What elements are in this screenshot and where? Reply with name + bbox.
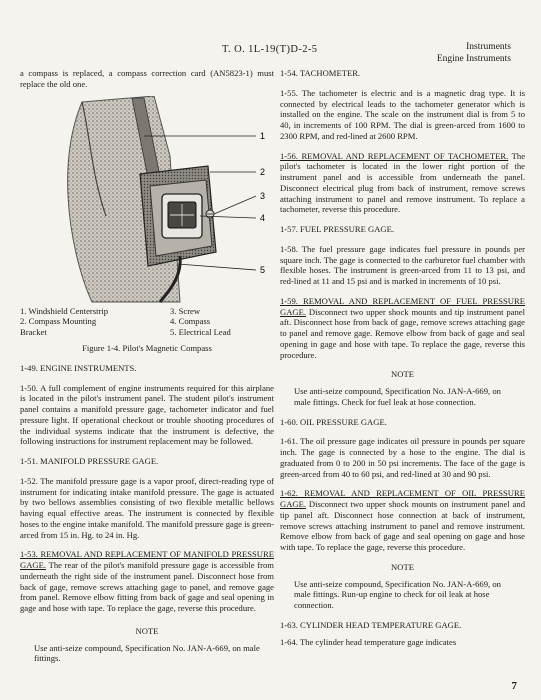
note-title: NOTE xyxy=(135,625,159,636)
body-1-53: The rear of the pilot's manifold pressure gage is accessible from underneath the right side of the instrument panel. Disconnect hose from back of gage, remove screws attaching gage to panel, and remove gage from panel. Remove elbow fitting from back of gage and seal opening in gage and hose with tape. To replace the gage, reverse this procedure. xyxy=(20,560,274,613)
left-column xyxy=(20,68,274,664)
figure-caption: Figure 1-4. Pilot's Magnetic Compass xyxy=(82,343,212,353)
heading-1-53: 1-53. REMOVAL AND REPLACEMENT OF MANIFOLD PRESSURE GAGE. xyxy=(20,549,274,570)
note-body: Use anti-seize compound, Specification No. JAN-A-669, on male fittings. Run-up engine to check for oil leak at hose connection. xyxy=(294,578,501,610)
compass-illustration xyxy=(20,96,274,304)
paragraph-1-56 xyxy=(280,151,525,216)
tech-order-number: T. O. 1L-19(T)D-2-5 xyxy=(222,44,318,55)
paragraph-1-62 xyxy=(280,488,525,553)
paragraph-1-53 xyxy=(20,549,274,614)
paragraph-1-59 xyxy=(280,296,525,361)
section-header xyxy=(437,42,511,65)
body-1-59: Disconnect two upper shock mounts and tip instrument panel aft. Disconnect hose from back of gage, remove screws attaching gage to panel and remove gage. Remove elbow from back of gage and seal opening in gage and hose with tape. To replace the gage, reverse this procedure. xyxy=(280,306,525,360)
body-1-62: Disconnect two upper shock mounts on instrument panel and tip panel aft. Disconnect hose connection at back of instrument, remove screws attaching instrument to panel and remove instrument. Remove elbow from back of gage and seal opening on gage and hose with tape. To replace the gage, reverse this procedure. xyxy=(280,499,525,552)
heading-1-62: 1-62. REMOVAL AND REPLACEMENT OF OIL PRESSURE GAGE. xyxy=(280,488,525,509)
callout-2: 2 xyxy=(260,166,266,177)
note-title: NOTE xyxy=(391,561,414,572)
body-1-56: The pilot's tachometer is located in the lower right portion of the instrument panel and is accessible from underneath the panel. Disconnect electrical plug from back of instrument, remove screws attaching instrument to panel and remove instrument. To replace a tachometer, reverse this procedure. xyxy=(280,150,526,215)
note-body: Use anti-seize compound, Specification No. JAN-A-669, on male fittings. Check for fuel leak at hose connection. xyxy=(294,386,501,407)
callout-3: 3 xyxy=(260,190,266,201)
heading-1-54: 1-54. TACHOMETER. xyxy=(280,68,361,78)
paragraph-1-58: 1-58. The fuel pressure gage indicates fuel pressure in pounds per square inch. The gage is connected to the carburetor fuel chamber with flexible hoses. The instrument is green-arced from 11 to 13 psi, and red-lined at 11 and 15 psi and is marked in increments of 10 psi. xyxy=(280,243,525,286)
intro-paragraph: a compass is replaced, a compass correction card (AN5823-1) must replace the old one. xyxy=(20,68,274,89)
legend-item: 3. Screw xyxy=(170,305,201,316)
legend-item: 2. Compass Mounting xyxy=(20,316,97,326)
legend-item: 4. Compass xyxy=(170,316,211,326)
section-title: Instruments xyxy=(466,42,511,52)
paragraph-1-61: 1-61. The oil pressure gage indicates oil pressure in pounds per square inch. The gage is connected by a hose to the engine. The dial is graduated from 0 to 200 in 50 psi increments. The face of the gage is green-arced from 40 to 60 psi, and red-lined at 30 and 90 psi. xyxy=(280,436,525,479)
compass-figure xyxy=(20,96,274,304)
paragraph-1-52: 1-52. The manifold pressure gage is a vapor proof, direct-reading type of instrument for indicating intake manifold pressure. The gage is actuated by two bellows assemblies consisting of two flexible metallic bellows having equal effective areas. The instrument is connected by flexible hoses to the engine intake manifold. The manifold pressure gage is green-arced from 15 in. Hg. to 24 in. Hg. xyxy=(20,475,274,540)
heading-1-57: 1-57. FUEL PRESSURE GAGE. xyxy=(280,224,395,234)
paragraph-1-55: 1-55. The tachometer is electric and is a magnetic drag type. It is connected by electrical leads to the tachometer generator which is installed on the engine. The scale on the instrument dial is from 5 to 40, in increments of 100 RPM. The dial is green-arced from 1600 to 2300 RPM, and red-lined at 2600 RPM. xyxy=(280,87,525,141)
note-body: Use anti-seize compound, Specification No. JAN-A-669, on male fittings. xyxy=(34,642,260,664)
note-title: NOTE xyxy=(391,369,414,380)
right-column xyxy=(280,68,525,647)
legend-item: 5. Electrical Lead xyxy=(170,326,231,337)
subsection-title: Engine Instruments xyxy=(436,53,511,64)
callout-5: 5 xyxy=(260,264,266,275)
legend-item: 1. Windshield Centerstrip xyxy=(20,305,109,316)
paragraph-1-64: 1-64. The cylinder head temperature gage indicates xyxy=(280,636,457,647)
paragraph-1-50: 1-50. A full complement of engine instruments required for this airplane is located in the pilot's instrument panel. The student pilot's instrument panel contains a manifold pressure gage, tachometer indicator and fuel pressure light. If operational checkout or trouble shooting procedures of the individual systems indicate that the instrument is defective, the following instructions for instrument replacement may be followed. xyxy=(20,382,274,447)
heading-1-59: 1-59. REMOVAL AND REPLACEMENT OF FUEL PRESSURE GAGE. xyxy=(280,295,525,317)
heading-1-51: 1-51. MANIFOLD PRESSURE GAGE. xyxy=(20,456,159,466)
heading-1-63: 1-63. CYLINDER HEAD TEMPERATURE GAGE. xyxy=(280,619,462,630)
heading-1-56: 1-56. REMOVAL AND REPLACEMENT OF TACHOMETER. xyxy=(280,150,509,161)
callout-1: 1 xyxy=(260,130,266,141)
heading-1-60: 1-60. OIL PRESSURE GAGE. xyxy=(280,416,387,427)
heading-1-49: 1-49. ENGINE INSTRUMENTS. xyxy=(20,362,137,373)
figure-legend xyxy=(20,306,274,338)
callout-4: 4 xyxy=(260,212,266,223)
legend-item: Bracket xyxy=(20,326,47,337)
page-number: 7 xyxy=(511,680,517,692)
